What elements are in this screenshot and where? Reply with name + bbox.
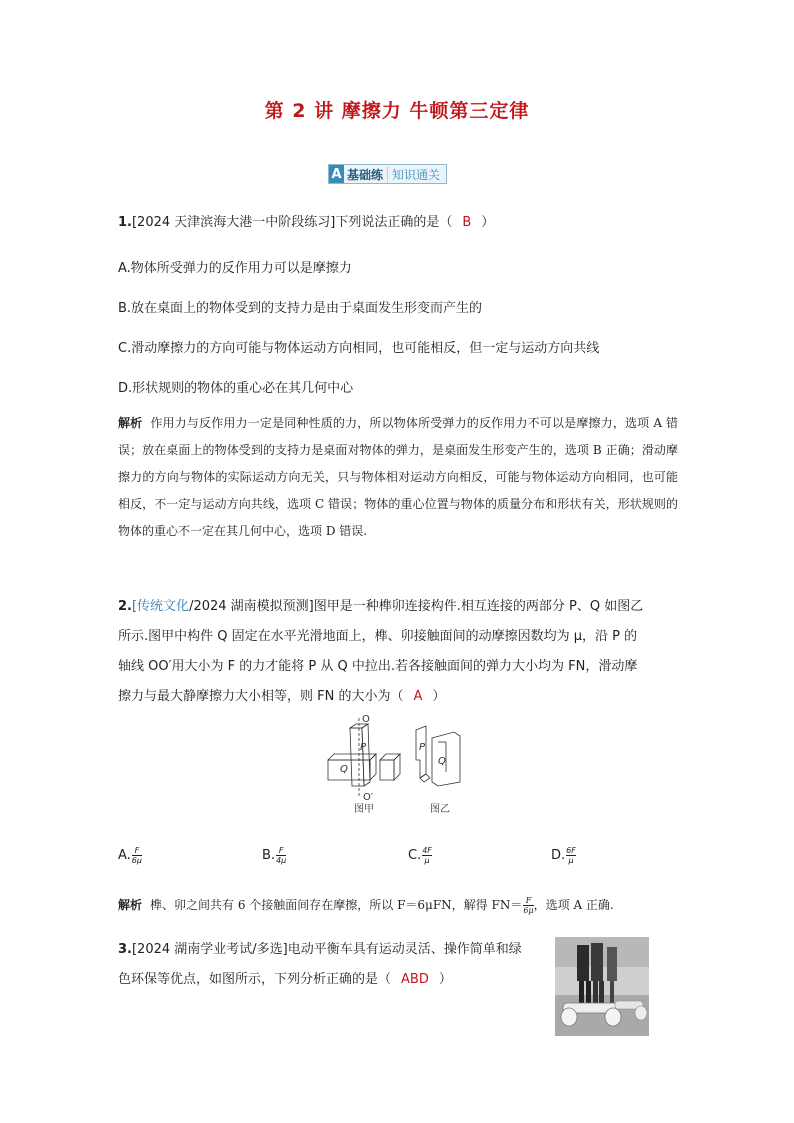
label-p: P <box>360 742 367 753</box>
numerator: F <box>134 846 140 855</box>
analysis-label: 解析 <box>118 898 143 912</box>
label-p2: P <box>419 742 426 753</box>
figure-drawing <box>322 712 472 812</box>
option-b <box>262 846 286 865</box>
label-q2: Q <box>438 756 446 767</box>
numerator: 6F <box>566 846 576 855</box>
option-d <box>551 846 576 865</box>
option-c: C.滑动摩擦力的方向可能与物体运动方向相同，也可能相反，但一定与运动方向共线 <box>118 341 600 356</box>
question-text-line: 色环保等优点，如图所示，下列分析正确的是（ <box>118 972 392 987</box>
paren-close: ） <box>481 215 495 230</box>
question-1-stem <box>118 211 678 235</box>
option-label: A. <box>118 848 131 863</box>
fraction <box>132 846 142 865</box>
denominator: 4μ <box>276 856 287 865</box>
answer: B <box>462 215 472 230</box>
question-text: /2024 湖南模拟预测]图甲是一种榫卯连接构件.相互连接的两部分 P、Q 如图乙 <box>189 599 644 614</box>
section-name: 基础练 <box>347 167 384 182</box>
question-text: [2024 湖南学业考试/多选]电动平衡车具有运动灵活、操作简单和绿 <box>131 942 522 957</box>
section-letter: A <box>329 165 344 183</box>
question-2-stem <box>118 592 678 712</box>
balance-scooter-photo <box>555 937 649 1036</box>
label-o-top: O <box>362 714 370 725</box>
photo-drawing <box>555 937 649 1036</box>
question-number: 3. <box>118 942 132 957</box>
option-d: D.形状规则的物体的重心必在其几何中心 <box>118 381 354 396</box>
fraction <box>523 896 533 915</box>
question-3-stem <box>118 935 538 995</box>
question-text-line: 轴线 OO′用大小为 F 的力才能将 P 从 Q 中拉出.若各接触面间的弹力大小均为 FN，滑动摩 <box>118 659 638 674</box>
option-label: C. <box>408 848 422 863</box>
denominator: μ <box>568 856 574 865</box>
fraction <box>566 846 576 865</box>
analysis-label: 解析 <box>118 416 143 430</box>
question-number: 1. <box>118 215 132 230</box>
numerator: F <box>278 846 284 855</box>
question-text: [2024 天津滨海大港一中阶段练习]下列说法正确的是（ <box>131 215 453 230</box>
fraction <box>422 846 432 865</box>
paren-close: ） <box>438 972 452 987</box>
numerator: F <box>525 896 532 905</box>
section-subtitle: 知识通关 <box>387 166 446 183</box>
question-text-line: 擦力与最大静摩擦力大小相等，则 FN 的大小为（ <box>118 689 404 704</box>
option-a: A.物体所受弹力的反作用力可以是摩擦力 <box>118 261 352 276</box>
denominator: 6μ <box>131 856 142 865</box>
mortise-tenon-figure <box>322 712 472 815</box>
fraction <box>276 846 286 865</box>
option-a <box>118 846 142 865</box>
tag-traditional-culture: [传统文化 <box>131 599 190 614</box>
option-label: D. <box>551 848 566 863</box>
question-text-line: 所示.图甲中构件 Q 固定在水平光滑地面上，榫、卯接触面间的动摩擦因数均为 μ，沿 P 的 <box>118 629 638 644</box>
analysis-text: 作用力与反作用力一定是同种性质的力，所以物体所受弹力的反作用力不可以是摩擦力，选项 A 错误；放在桌面上的物体受到的支持力是桌面对物体的弹力，是桌面发生形变产生的，选项 B 正确；滑动摩擦力的方向与物体的实际运动方向无关，只与物体相对运动方向相反，可能与物体运动方向相同，也可能相反，不一定与运动方向共线，选项 C 错误；物体的重心位置与物体的质量分布和形状有关，形状规则的物体的重心不一定在其几何中心，选项 D 错误. <box>118 416 678 538</box>
analysis-text: ，选项 A 正确. <box>533 898 614 912</box>
question-number: 2. <box>118 599 132 614</box>
label-o-bottom: O′ <box>363 792 374 803</box>
answer: A <box>413 689 423 704</box>
question-2-analysis <box>118 892 678 919</box>
section-badge <box>328 164 447 184</box>
option-label: B. <box>262 848 276 863</box>
page-title: 第 2 讲 摩擦力 牛顿第三定律 <box>264 100 530 122</box>
option-c <box>408 846 432 865</box>
analysis-text: 榫、卯之间共有 6 个接触面间存在摩擦，所以 F＝6μFN，解得 FN＝ <box>150 898 523 912</box>
caption-figure-a: 图甲 <box>354 804 374 815</box>
option-b: B.放在桌面上的物体受到的支持力是由于桌面发生形变而产生的 <box>118 301 483 316</box>
numerator: 4F <box>422 846 432 855</box>
denominator: 6μ <box>523 906 534 915</box>
denominator: μ <box>424 856 430 865</box>
question-1-analysis <box>118 410 678 545</box>
paren-close: ） <box>432 689 446 704</box>
caption-figure-b: 图乙 <box>430 804 450 815</box>
answer: ABD <box>401 972 429 987</box>
label-q: Q <box>340 764 348 775</box>
